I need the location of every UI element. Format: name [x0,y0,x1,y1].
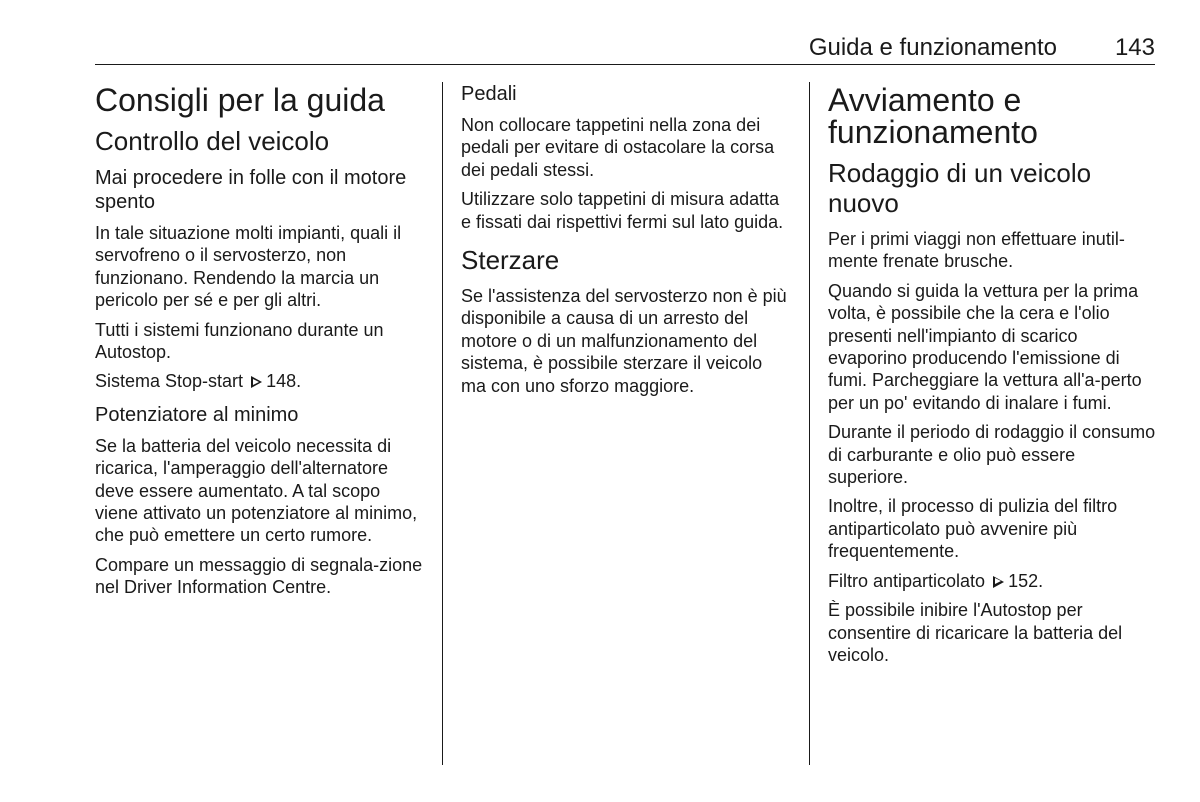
paragraph: Durante il periodo di rodaggio il consumo di carburante e olio può essere superiore. [828,422,1156,488]
page-number: 143 [1114,34,1155,61]
paragraph: Compare un messaggio di segnala-zione nel Driver Information Centre. [95,554,423,598]
cross-reference-label: Sistema Stop-start [95,371,244,392]
cross-reference-page: 148. [266,371,302,392]
column-divider [442,82,443,765]
page-header [95,30,1155,65]
subsection-heading: Potenziatore al minimo [95,403,299,426]
paragraph: Inoltre, il processo di pulizia del filtro antiparticolato può avvenire più frequentemente. [828,496,1118,562]
paragraph: Quando si guida la vettura per la prima volta, è possibile che la cera e l'olio presenti nell'impianto di scarico evaporino producendo l'emissione di fumi. Parcheggiare la vettura all'a-perto per un po' evitando di inalare i fumi. [828,280,1142,413]
chapter-title: Consigli per la guida [95,82,385,118]
paragraph: Per i primi viaggi non effettuare inutil-mente frenate brusche. [828,229,1125,272]
column-left [95,82,425,606]
page-reference-arrow-icon [251,376,262,388]
section-heading: Sterzare [461,245,560,276]
cross-reference-page: 152. [1008,570,1044,591]
cross-reference [95,370,425,392]
paragraph: Se l'assistenza del servosterzo non è più disponibile a causa di un arresto del motore o di un malfunzionamento del sistema, è possibile sterzare il veicolo ma con uno sforzo maggiore. [461,286,787,396]
paragraph: È possibile inibire l'Autostop per consentire di ricaricare la batteria del veicolo. [828,600,1123,665]
column-divider [809,82,810,765]
paragraph: Non collocare tappetini nella zona dei pedali per evitare di ostacolare la corsa dei pedali stessi. [461,115,775,180]
cross-reference-label: Filtro antiparticolato [828,570,986,591]
paragraph: Se la batteria del veicolo necessita di ricarica, l'amperaggio dell'alternatore deve essere aumentato. A tal scopo viene attivato un potenziatore al minimo, che può emettere un certo rumore. [95,435,418,546]
paragraph: Utilizzare solo tappetini di misura adatta e fissati dai rispettivi fermi sul lato guida. [461,189,784,232]
column-right [828,82,1160,673]
cross-reference [828,570,1160,592]
paragraph: Tutti i sistemi funzionano durante un Autostop. [95,319,384,363]
section-heading: Rodaggio di un veicolo nuovo [828,158,1092,218]
column-middle [461,82,791,404]
page-reference-arrow-icon [993,576,1004,588]
section-heading: Controllo del veicolo [95,126,330,156]
subsection-heading: Mai procedere in folle con il motore spento [95,167,407,213]
paragraph: In tale situazione molti impianti, quali il servofreno o il servosterzo, non funzionano. Rendendo la marcia un pericolo per sé e per gli altri. [95,223,402,311]
subsection-heading: Pedali [461,83,517,105]
section-title: Guida e funzionamento [808,34,1057,61]
chapter-title: Avviamento e funzionamento [828,82,1038,150]
